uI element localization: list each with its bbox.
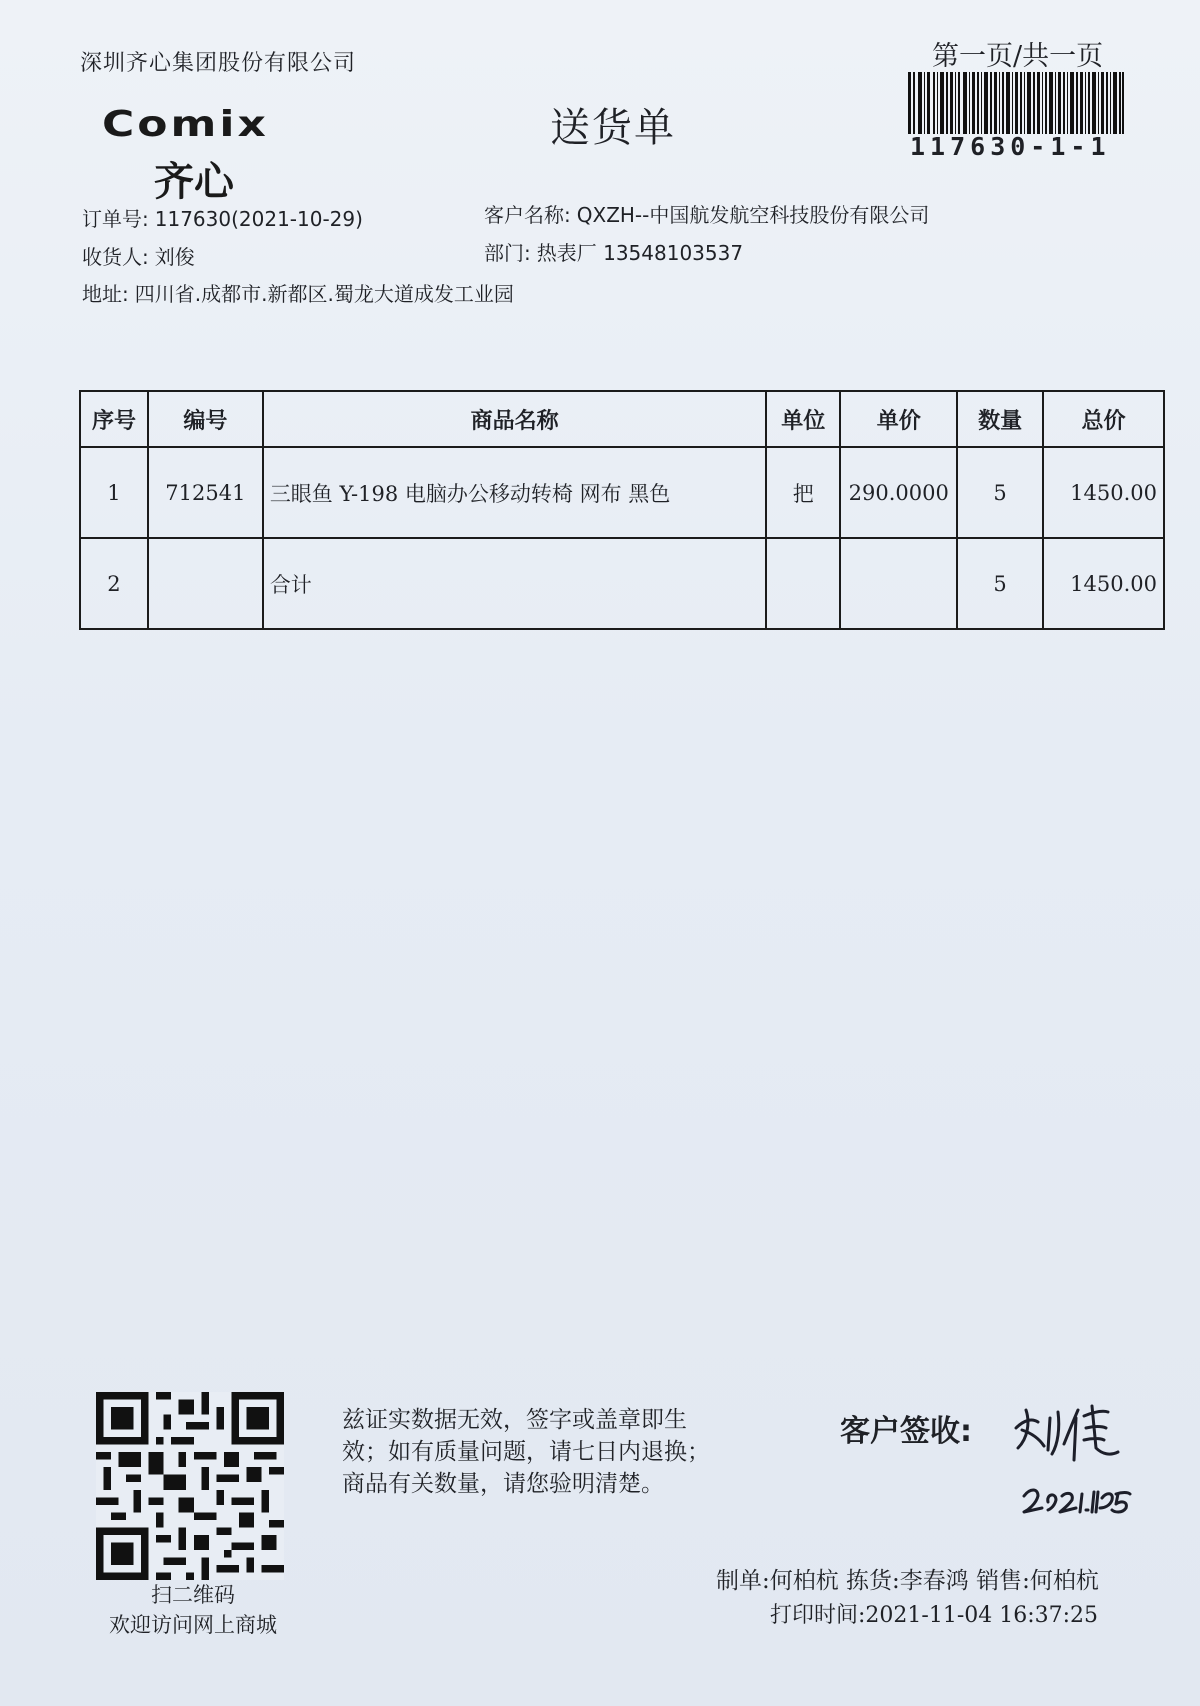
- header-index: 序号: [80, 391, 148, 447]
- company-name: 深圳齐心集团股份有限公司: [80, 51, 357, 76]
- page-info: 第一页/共一页: [932, 41, 1104, 72]
- notice-line-2: 效；如有质量问题，请七日内退换；: [342, 1439, 710, 1465]
- cell-product-name: 三眼鱼 Y-198 电脑办公移动转椅 网布 黑色: [263, 447, 767, 538]
- cell-index: 1: [80, 447, 148, 538]
- barcode-number: 117630-1-1: [910, 132, 1111, 161]
- receiver: [82, 241, 195, 270]
- logo-chinese: 齐心: [154, 159, 234, 205]
- header-unit-price: 单价: [840, 391, 957, 447]
- customer-sign-label: 客户签收:: [840, 1414, 972, 1449]
- cell-index: 2: [80, 538, 148, 629]
- customer-label: 客户名称:: [484, 203, 571, 227]
- cell-code: 712541: [148, 447, 263, 538]
- staff-line: 制单:何柏杭 拣货:李春鸿 销售:何柏杭: [716, 1568, 1099, 1594]
- cell-total: 1450.00: [1043, 538, 1164, 629]
- cell-code: [148, 538, 263, 629]
- notice-line-1: 兹证实数据无效，签字或盖章即生: [342, 1407, 687, 1433]
- department: [484, 237, 743, 266]
- header-quantity: 数量: [957, 391, 1043, 447]
- receiver-label: 收货人:: [82, 245, 149, 269]
- logo-english: Comix: [102, 104, 269, 145]
- cell-quantity: 5: [957, 447, 1043, 538]
- address-value: 四川省.成都市.新都区.蜀龙大道成发工业园: [134, 282, 514, 306]
- cell-unit-price: 290.0000: [840, 447, 957, 538]
- qr-caption-line-2: 欢迎访问网上商城: [109, 1613, 277, 1637]
- customer-value: QXZH--中国航发航空科技股份有限公司: [576, 203, 930, 227]
- notice-text: [342, 1404, 762, 1500]
- header-product-name: 商品名称: [263, 391, 767, 447]
- table-header-row: [80, 391, 1164, 447]
- cell-total: 1450.00: [1043, 447, 1164, 538]
- receiver-value: 刘俊: [154, 245, 195, 269]
- order-number: [82, 203, 363, 232]
- table-row: [80, 538, 1164, 629]
- address: [82, 278, 514, 307]
- handwritten-signature: [1010, 1388, 1140, 1528]
- cell-quantity: 5: [957, 538, 1043, 629]
- dept-value: 热表厂 13548103537: [536, 241, 744, 265]
- qr-code-icon: [96, 1392, 284, 1580]
- qr-caption: [88, 1580, 298, 1640]
- items-table: [79, 390, 1165, 630]
- dept-label: 部门:: [484, 241, 531, 265]
- header-code: 编号: [148, 391, 263, 447]
- notice-line-3: 商品有关数量，请您验明清楚。: [342, 1471, 664, 1497]
- header-total: 总价: [1043, 391, 1164, 447]
- document-title: 送货单: [550, 105, 676, 151]
- comix-logo: [102, 104, 332, 205]
- qr-caption-line-1: 扫二维码: [151, 1583, 235, 1607]
- customer-name: [484, 199, 929, 228]
- cell-product-name: 合计: [263, 538, 767, 629]
- print-time: 打印时间:2021-11-04 16:37:25: [770, 1603, 1099, 1628]
- address-label: 地址:: [82, 282, 129, 306]
- cell-unit-price: [840, 538, 957, 629]
- order-label: 订单号:: [82, 207, 149, 231]
- order-value: 117630(2021-10-29): [154, 207, 363, 231]
- barcode-icon: [908, 72, 1124, 134]
- cell-unit: [766, 538, 840, 629]
- table-row: [80, 447, 1164, 538]
- header-unit: 单位: [766, 391, 840, 447]
- cell-unit: 把: [766, 447, 840, 538]
